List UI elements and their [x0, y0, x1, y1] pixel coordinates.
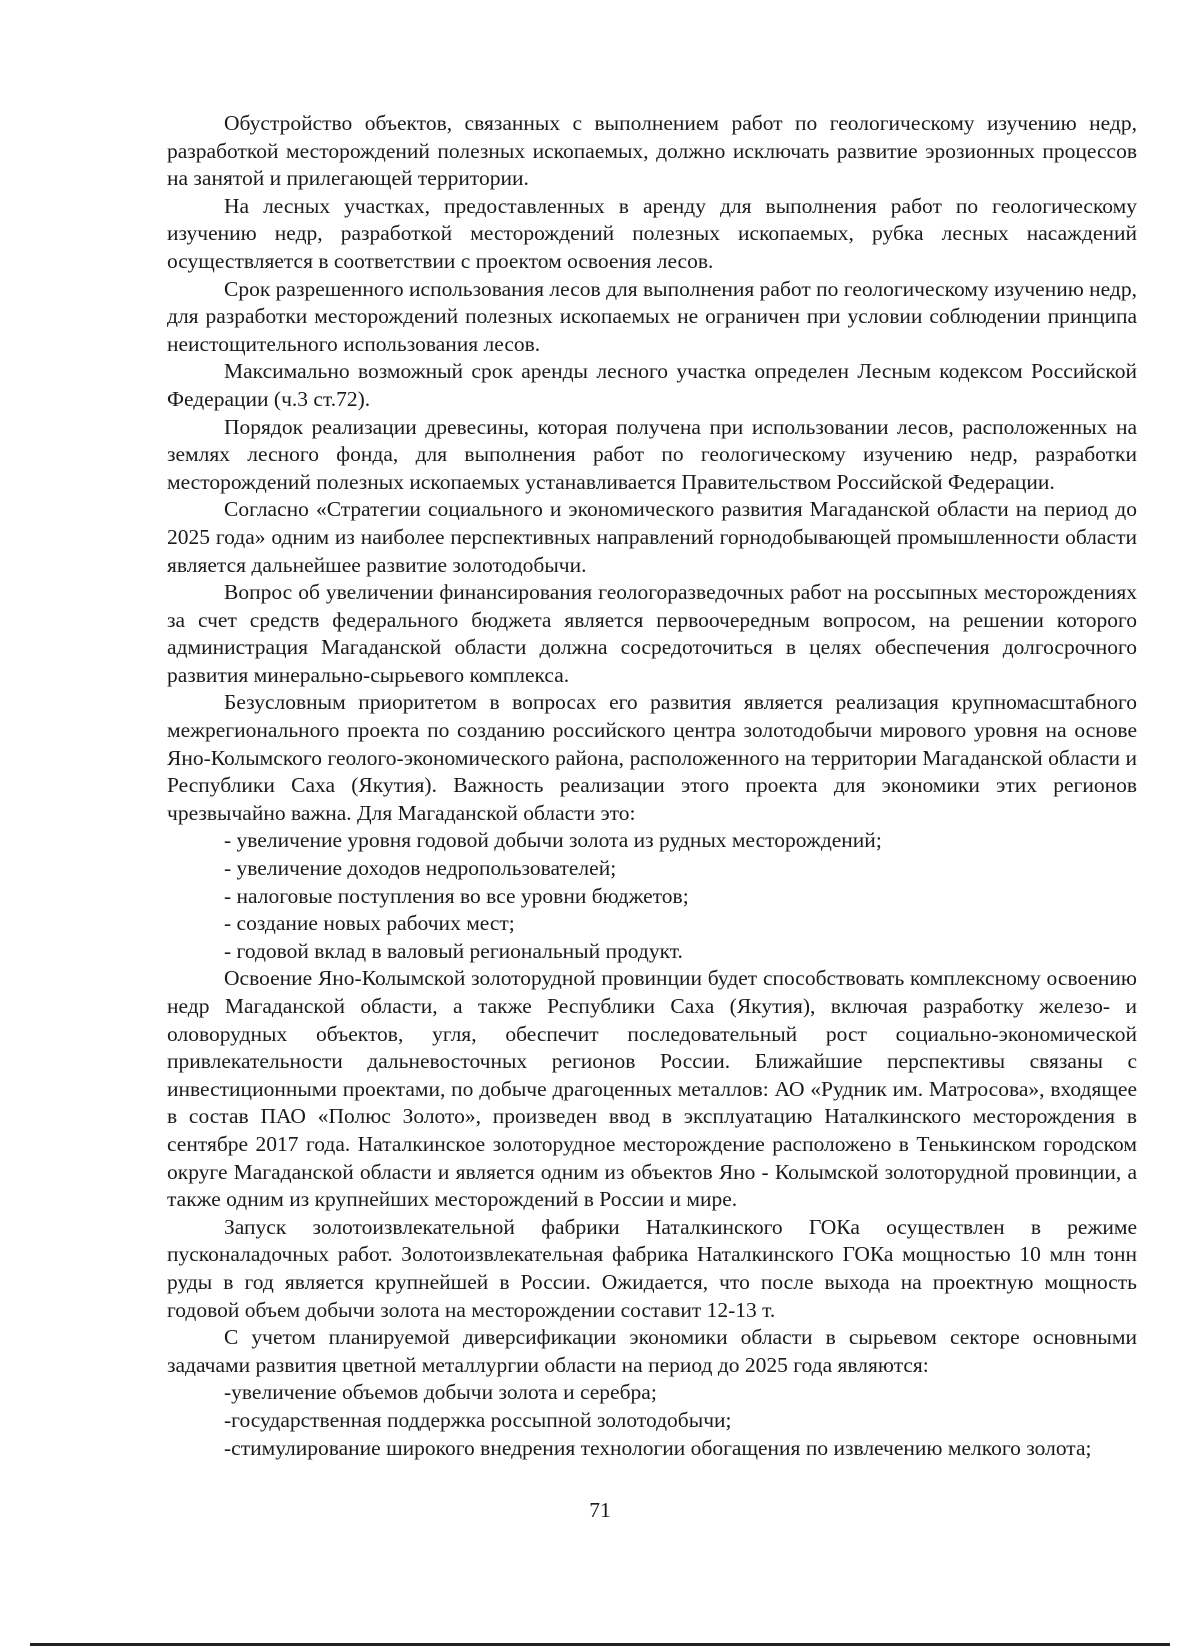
paragraph-11: С учетом планируемой диверсификации экономики области в сырьевом секторе основными задачами развития цветной металлургии области на период до 2025 года являются:	[167, 1325, 1137, 1377]
paragraph-4: Максимально возможный срок аренды лесного участка определен Лесным кодексом Российской Федерации (ч.3 ст.72).	[167, 359, 1137, 411]
body-text	[167, 110, 1137, 1462]
paragraph-10: Запуск золотоизвлекательной фабрики Наталкинского ГОКа осуществлен в режиме пусконаладочных работ. Золотоизвлекательная фабрика Наталкинского ГОКа мощностью 10 млн тонн руды в год является крупнейшей в России. Ожидается, что после выхода на проектную мощность годовой объем добычи золота на месторождении составит 12-13 т.	[167, 1214, 1137, 1322]
paragraph-1: Обустройство объектов, связанных с выполнением работ по геологическому изучению недр, разработкой месторождений полезных ископаемых, должно исключать развитие эрозионных процессов на занятой и прилегающей территории.	[167, 111, 1137, 191]
paragraph-3: Срок разрешенного использования лесов для выполнения работ по геологическому изучению недр, для разработки месторождений полезных ископаемых не ограничен при условии соблюдении принципа неистощительного использования лесов.	[167, 276, 1137, 356]
list-item: - увеличение доходов недропользователей;	[224, 856, 617, 881]
list-item: - годовой вклад в валовый региональный продукт.	[224, 938, 683, 963]
bottom-divider	[30, 1643, 1170, 1646]
list-item: -стимулирование широкого внедрения технологии обогащения по извлечению мелкого золота;	[224, 1435, 1092, 1460]
paragraph-9: Освоение Яно-Колымской золоторудной провинции будет способствовать комплексному освоению недр Магаданской области, а также Республики Саха (Якутия), включая разработку железо- и оловорудных объектов, угля, обеспечит последовательный рост социально-экономической привлекательности дальневосточных регионов России. Ближайшие перспективы связаны с инвестиционными проектами, по добыче драгоценных металлов: АО «Рудник им. Матросова», входящее в состав ПАО «Полюс Золото», произведен ввод в эксплуатацию Наталкинского месторождения в сентябре 2017 года. Наталкинское золоторудное месторождение расположено в Тенькинском городском округе Магаданской области и является одним из объектов Яно - Колымской золоторудной провинции, а также одним из крупнейших месторождений в России и мире.	[167, 966, 1137, 1212]
paragraph-8: Безусловным приоритетом в вопросах его развития является реализация крупномасштабного межрегионального проекта по созданию российского центра золотодобычи мирового уровня на основе Яно-Колымского геолого-экономического района, расположенного на территории Магаданской области и Республики Саха (Якутия). Важность реализации этого проекта для экономики этих регионов чрезвычайно важна. Для Магаданской области это:	[167, 690, 1137, 825]
page-number: 71	[589, 1498, 611, 1522]
paragraph-6: Согласно «Стратегии социального и экономического развития Магаданской области на период до 2025 года» одним из наиболее перспективных направлений горнодобывающей промышленности области является дальнейшее развитие золотодобычи.	[167, 497, 1137, 577]
list-item: - увеличение уровня годовой добычи золота из рудных месторождений;	[224, 828, 882, 853]
list-item: -государственная поддержка россыпной золотодобычи;	[224, 1407, 732, 1432]
list-item: -увеличение объемов добычи золота и серебра;	[224, 1380, 657, 1405]
paragraph-7: Вопрос об увеличении финансирования геологоразведочных работ на россыпных месторождениях за счет средств федерального бюджета является первоочередным вопросом, на решении которого администрация Магаданской области должна сосредоточиться в целях обеспечения долгосрочного развития минерально-сырьевого комплекса.	[167, 580, 1137, 687]
list-item: - налоговые поступления во все уровни бюджетов;	[224, 883, 689, 908]
paragraph-2: На лесных участках, предоставленных в аренду для выполнения работ по геологическому изучению недр, разработкой месторождений полезных ископаемых, рубка лесных насаждений осуществляется в соответствии с проектом освоения лесов.	[167, 193, 1137, 273]
paragraph-5: Порядок реализации древесины, которая получена при использовании лесов, расположенных на землях лесного фонда, для выполнения работ по геологическому изучению недр, разработки месторождений полезных ископаемых устанавливается Правительством Российской Федерации.	[167, 414, 1137, 494]
list-item: - создание новых рабочих мест;	[224, 911, 515, 936]
